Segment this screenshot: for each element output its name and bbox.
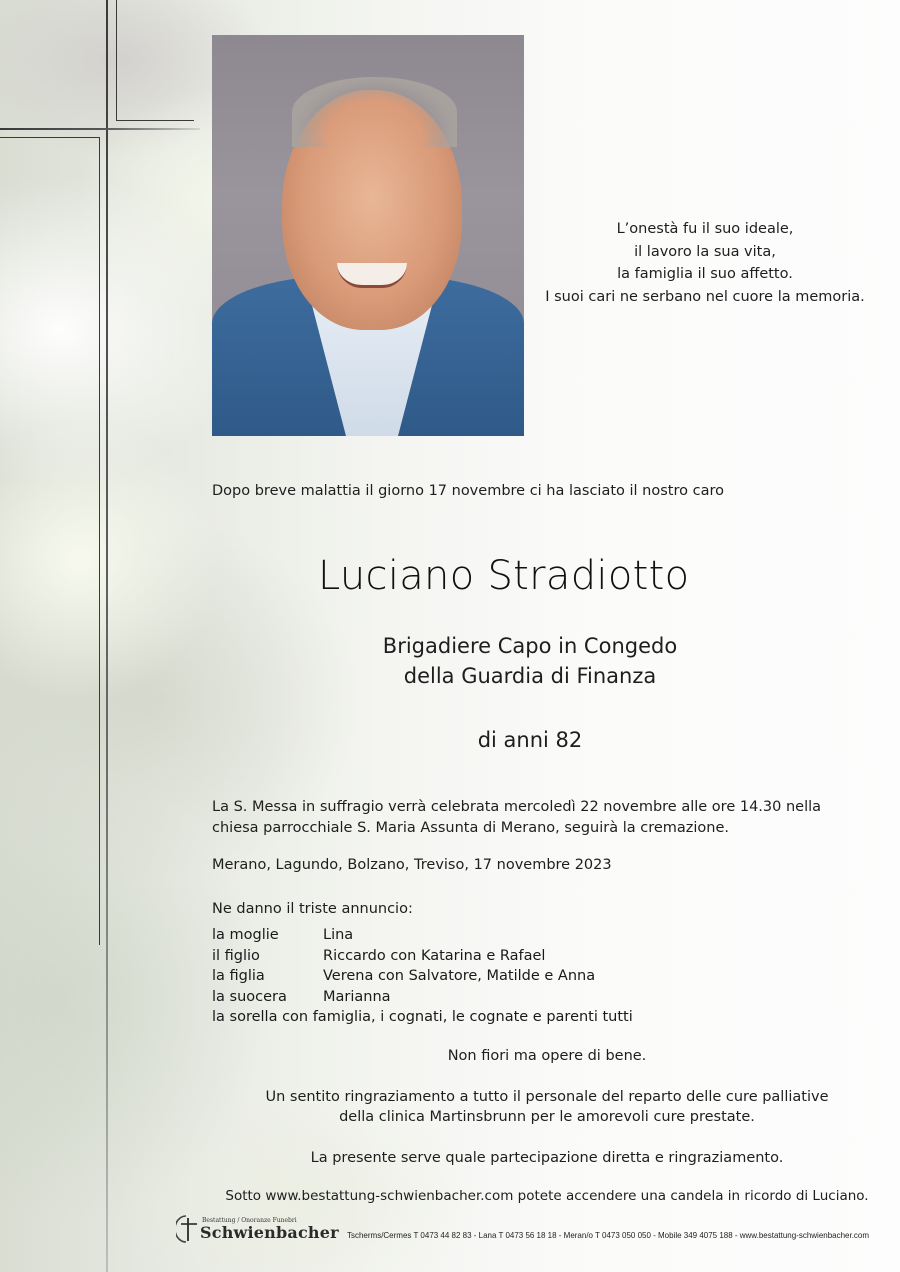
family-row	[212, 966, 633, 987]
participation-note: La presente serve quale partecipazione diretta e ringraziamento.	[310, 1150, 784, 1166]
thanks-note	[212, 1087, 882, 1127]
mass-line: La S. Messa in suffragio verrà celebrata mercoledì 22 novembre alle ore 14.30 nella	[212, 799, 822, 815]
quote-line: L’onestà fu il suo ideale,	[616, 221, 794, 237]
mass-info	[212, 797, 821, 839]
family-relation: la figlia	[212, 968, 265, 984]
family-row	[212, 925, 633, 946]
place-and-date: Merano, Lagundo, Bolzano, Treviso, 17 novembre 2023	[212, 857, 612, 873]
decorative-frame-top-horizontal	[116, 120, 194, 121]
decorative-vertical-line	[106, 0, 108, 1272]
family-list	[212, 925, 633, 1028]
portrait-photo	[212, 35, 524, 436]
logo-subtitle: Bestattung / Onoranze Funebri	[202, 1216, 297, 1224]
quote-line: I suoi cari ne serbano nel cuore la memoria.	[545, 288, 865, 305]
mass-line: chiesa parrocchiale S. Maria Assunta di Merano, seguirà la cremazione.	[212, 820, 730, 836]
family-names: Verena con Salvatore, Matilde e Anna	[323, 968, 596, 984]
online-candle-note: Sotto www.bestattung-schwienbacher.com potete accendere una candela in ricordo di Luciano.	[225, 1188, 869, 1204]
deceased-name: Luciano Stradiotto	[318, 553, 690, 599]
memorial-quote	[520, 218, 890, 308]
family-names: Riccardo con Katarina e Rafael	[323, 947, 546, 964]
family-row	[212, 946, 633, 967]
cross-logo-icon	[176, 1214, 198, 1244]
photo-hair	[292, 77, 457, 147]
family-relation: la moglie	[212, 927, 279, 943]
family-names: Lina	[323, 927, 354, 943]
family-names: Marianna	[323, 988, 391, 1005]
title-line: Brigadiere Capo in Congedo	[382, 634, 678, 658]
thanks-line: Un sentito ringraziamento a tutto il personale del reparto delle cure palliative	[265, 1089, 829, 1105]
intro-text: Dopo breve malattia il giorno 17 novembre ci ha lasciato il nostro caro	[212, 483, 724, 499]
decorative-frame-left-horizontal	[0, 137, 100, 138]
quote-line: la famiglia il suo affetto.	[617, 266, 793, 282]
family-row	[212, 987, 633, 1008]
quote-line: il lavoro la sua vita,	[634, 243, 776, 260]
decorative-frame-left-vertical	[99, 137, 100, 945]
funeral-home-logo	[200, 1217, 339, 1242]
decorative-horizontal-line	[0, 128, 200, 130]
thanks-line: della clinica Martinsbrunn per le amorevoli cure prestate.	[339, 1109, 755, 1125]
family-relation: il figlio	[212, 947, 260, 964]
no-flowers-note: Non fiori ma opere di bene.	[447, 1048, 647, 1064]
funeral-home-footer	[176, 1214, 900, 1244]
logo-name: Schwienbacher	[200, 1222, 339, 1242]
title-line: della Guardia di Finanza	[403, 664, 657, 688]
announcement-label: Ne danno il triste annuncio:	[212, 901, 413, 917]
decorative-frame-top-vertical	[116, 0, 117, 120]
family-extra: la sorella con famiglia, i cognati, le cognate e parenti tutti	[212, 1009, 633, 1025]
deceased-title	[320, 631, 740, 691]
family-relation: la suocera	[212, 988, 287, 1005]
footer-contacts: Tscherms/Cermes T 0473 44 82 83 - Lana T 0473 56 18 18 - Meran/o T 0473 050 050 - Mobile 349 4075 188 - www.bestattung-schwienbacher.com	[346, 1230, 869, 1240]
deceased-age: di anni 82	[477, 728, 583, 752]
